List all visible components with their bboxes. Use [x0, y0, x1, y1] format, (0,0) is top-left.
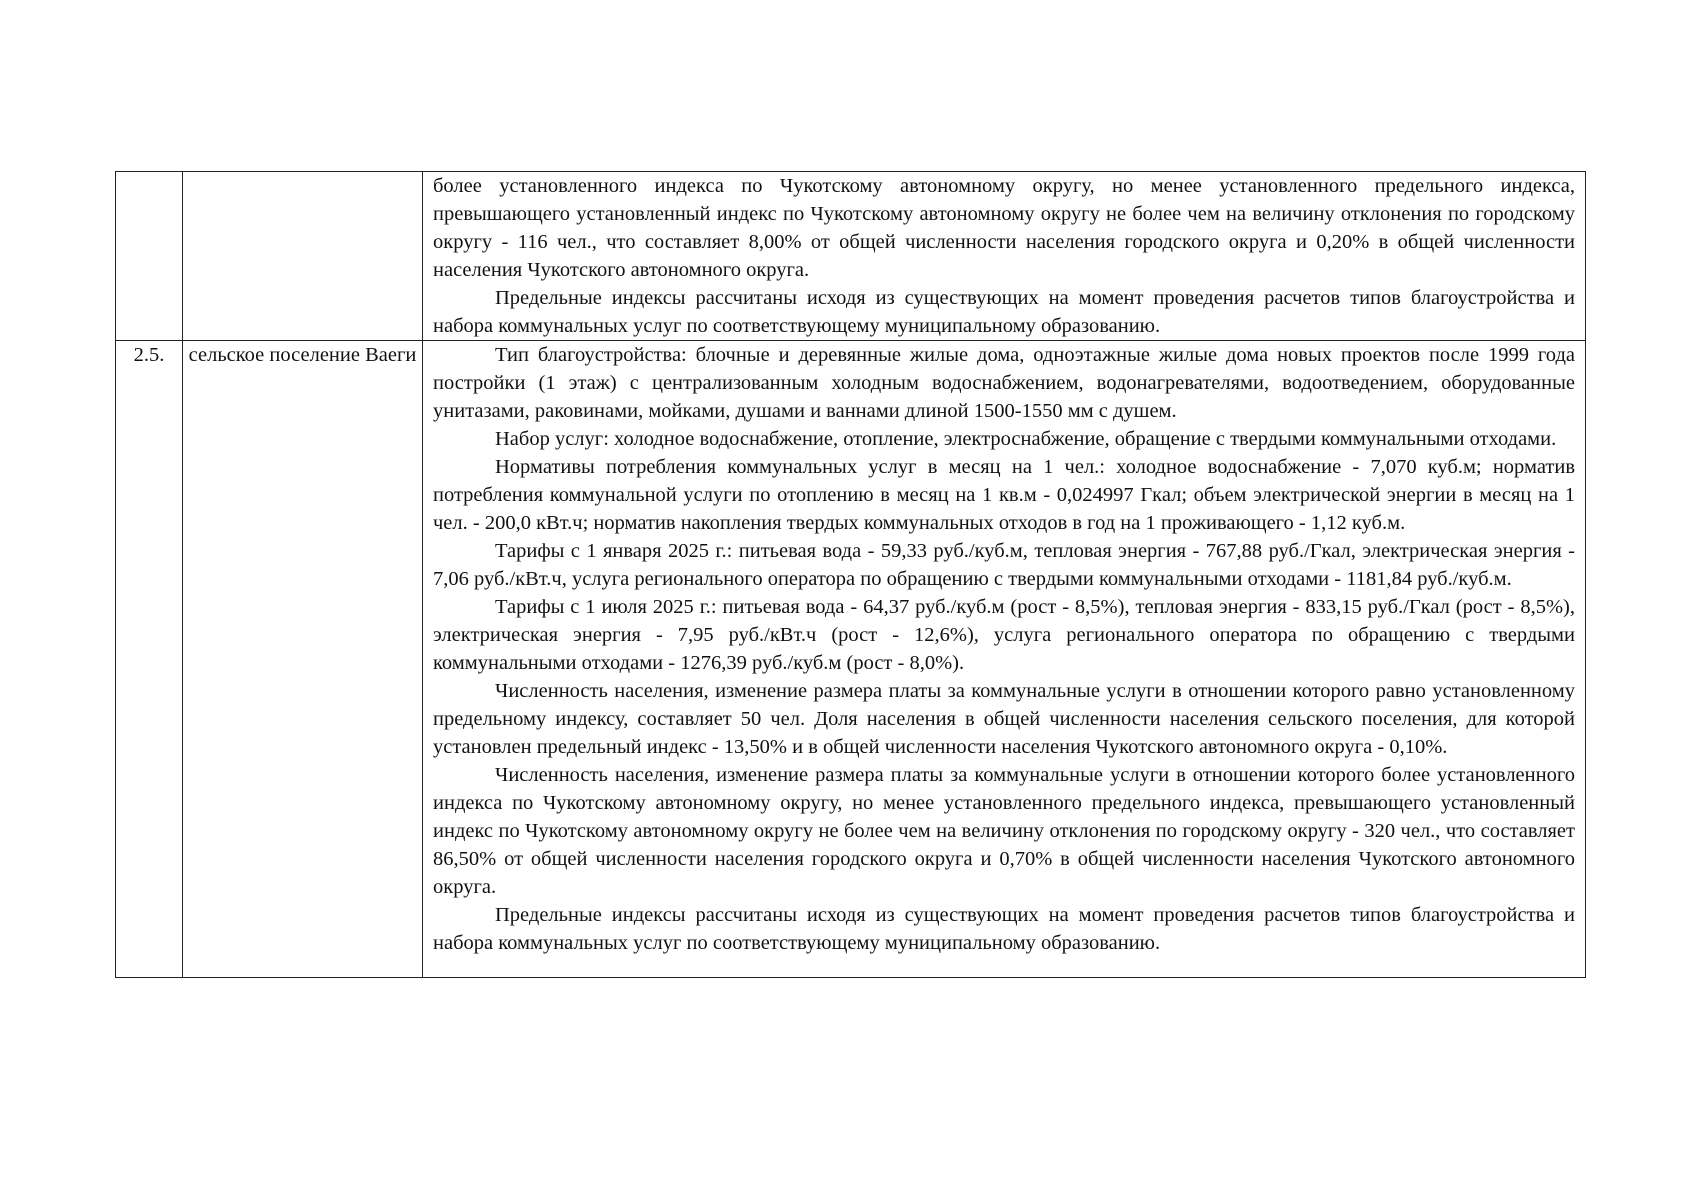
- paragraph: Тарифы с 1 июля 2025 г.: питьевая вода - 64,37 руб./куб.м (рост - 8,5%), тепловая энергия - 833,15 руб./Гкал (рост - 8,5%), электрическая энергия - 7,95 руб./кВт.ч (рост - 12,6%), услуга регионального оператора по обращению с твердыми коммунальными отходами - 1276,39 руб./куб.м (рост - 8,0%).: [433, 596, 1575, 674]
- paragraph: Численность населения, изменение размера платы за коммунальные услуги в отношении которого равно установленному предельному индексу, составляет 50 чел. Доля населения в общей численности населения сельского поселения, для которой установлен предельный индекс - 13,50% и в общей численности населения Чукотского автономного округа - 0,10%.: [433, 680, 1575, 758]
- table-row: [116, 341, 1586, 978]
- description-cell: [423, 341, 1586, 978]
- row-number-cell: [116, 172, 183, 341]
- paragraph: Предельные индексы рассчитаны исходя из существующих на момент проведения расчетов типов благоустройства и набора коммунальных услуг по соответствующему муниципальному образованию.: [433, 904, 1575, 954]
- table-row: [116, 172, 1586, 341]
- municipality-name-cell: [183, 172, 423, 341]
- paragraph: Предельные индексы рассчитаны исходя из существующих на момент проведения расчетов типов благоустройства и набора коммунальных услуг по соответствующему муниципальному образованию.: [433, 287, 1575, 337]
- municipality-name-cell: сельское поселение Ваеги: [183, 341, 423, 978]
- tariff-index-table: [115, 171, 1586, 978]
- paragraph: Нормативы потребления коммунальных услуг в месяц на 1 чел.: холодное водоснабжение - 7,070 куб.м; норматив потребления коммунальной услуги по отоплению в месяц на 1 кв.м - 0,024997 Гкал; объем электрической энергии в месяц на 1 чел. - 200,0 кВт.ч; норматив накопления твердых коммунальных отходов в год на 1 проживающего - 1,12 куб.м.: [433, 456, 1575, 534]
- paragraph: более установленного индекса по Чукотскому автономному округу, но менее установленного предельного индекса, превышающего установленный индекс по Чукотскому автономному округу не более чем на величину отклонения по городскому округу - 116 чел., что составляет 8,00% от общей численности населения городского округа и 0,20% в общей численности населения Чукотского автономного округа.: [433, 175, 1575, 281]
- paragraph: Тарифы с 1 января 2025 г.: питьевая вода - 59,33 руб./куб.м, тепловая энергия - 767,88 руб./Гкал, электрическая энергия - 7,06 руб./кВт.ч, услуга регионального оператора по обращению с твердыми коммунальными отходами - 1181,84 руб./куб.м.: [433, 540, 1575, 590]
- row-number-cell: 2.5.: [116, 341, 183, 978]
- description-cell: [423, 172, 1586, 341]
- paragraph: Численность населения, изменение размера платы за коммунальные услуги в отношении которого более установленного индекса по Чукотскому автономному округу, но менее установленного предельного индекса, превышающего установленный индекс по Чукотскому автономному округу не более чем на величину отклонения по городскому округу - 320 чел., что составляет 86,50% от общей численности населения городского округа и 0,70% в общей численности населения Чукотского автономного округа.: [433, 764, 1575, 898]
- paragraph: Тип благоустройства: блочные и деревянные жилые дома, одноэтажные жилые дома новых проектов после 1999 года постройки (1 этаж) с централизованным холодным водоснабжением, водонагревателями, водоотведением, оборудованные унитазами, раковинами, мойками, душами и ваннами длиной 1500-1550 мм с душем.: [433, 344, 1575, 422]
- paragraph: Набор услуг: холодное водоснабжение, отопление, электроснабжение, обращение с твердыми коммунальными отходами.: [495, 428, 1557, 450]
